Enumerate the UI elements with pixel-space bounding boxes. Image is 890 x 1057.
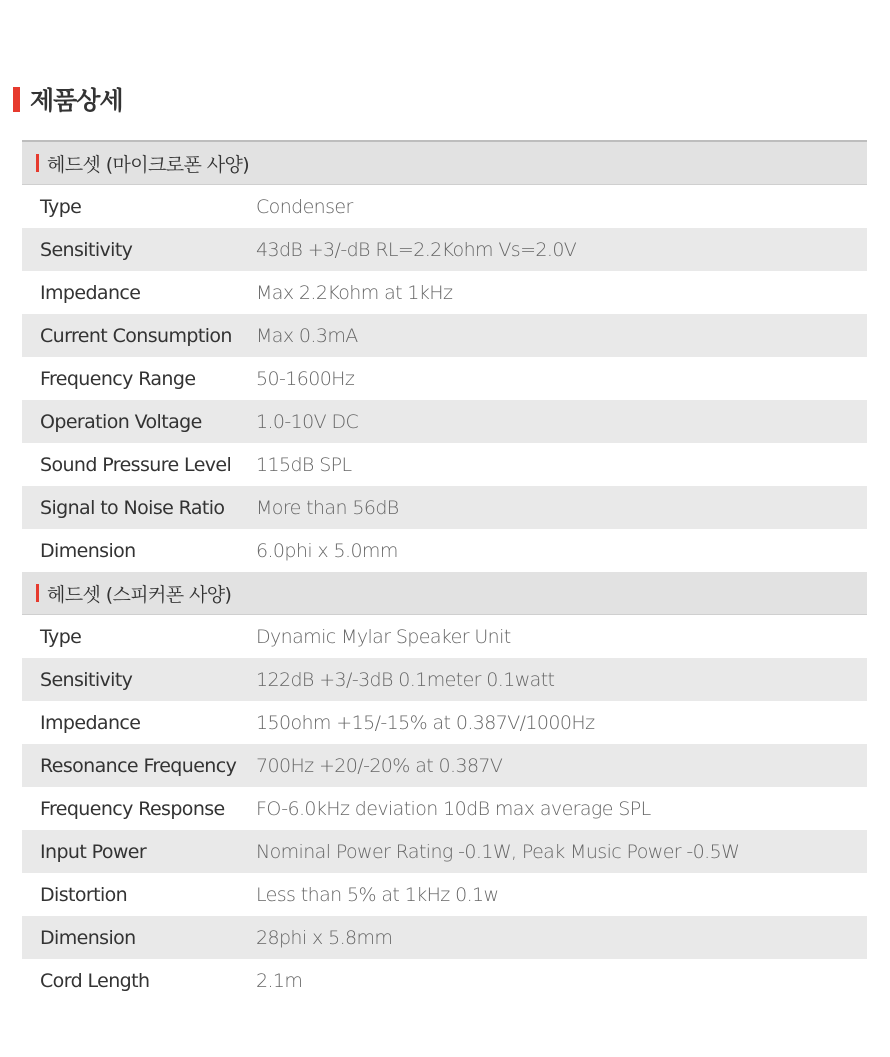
spec-value: 28phi x 5.8mm — [256, 926, 393, 949]
spec-label: Distortion — [40, 883, 128, 906]
page-header — [13, 84, 123, 114]
spec-value: 150ohm +15/-15% at 0.387V/1000Hz — [256, 711, 595, 734]
spec-row — [22, 787, 867, 830]
spec-label: Current Consumption — [40, 324, 232, 347]
spec-row — [22, 357, 867, 400]
spec-value: Less than 5% at 1kHz 0.1w — [256, 883, 499, 906]
spec-row — [22, 830, 867, 873]
page-title: 제품상세 — [30, 86, 123, 115]
spec-label: Impedance — [40, 711, 141, 734]
spec-value: 43dB +3/-dB RL=2.2Kohm Vs=2.0V — [256, 238, 577, 261]
spec-label: Signal to Noise Ratio — [40, 496, 225, 519]
accent-bar — [13, 87, 20, 112]
spec-value: FO-6.0kHz deviation 10dB max average SPL — [256, 797, 651, 820]
spec-label: Cord Length — [40, 969, 150, 992]
spec-row — [22, 228, 867, 271]
spec-label: Impedance — [40, 281, 141, 304]
spec-label: Resonance Frequency — [40, 754, 237, 777]
spec-row — [22, 529, 867, 572]
spec-row — [22, 658, 867, 701]
spec-label: Operation Voltage — [40, 410, 202, 433]
spec-value: 50-1600Hz — [256, 367, 355, 390]
spec-value: More than 56dB — [256, 496, 399, 519]
spec-label: Input Power — [40, 840, 147, 863]
spec-value: Nominal Power Rating -0.1W, Peak Music Power -0.5W — [256, 840, 740, 863]
spec-value: 700Hz +20/-20% at 0.387V — [256, 754, 503, 777]
section-marker — [36, 154, 39, 172]
spec-value: 2.1m — [256, 969, 303, 992]
spec-label: Type — [40, 195, 82, 218]
spec-value: 115dB SPL — [256, 453, 352, 476]
spec-value: 6.0phi x 5.0mm — [256, 539, 398, 562]
spec-value: Dynamic Mylar Speaker Unit — [256, 625, 511, 648]
spec-row — [22, 271, 867, 314]
spec-label: Dimension — [40, 926, 136, 949]
spec-value: 122dB +3/-3dB 0.1meter 0.1watt — [256, 668, 555, 691]
spec-row — [22, 486, 867, 529]
section-header-microphone — [22, 142, 867, 185]
spec-value: Max 2.2Kohm at 1kHz — [256, 281, 453, 304]
spec-row — [22, 873, 867, 916]
spec-row — [22, 701, 867, 744]
spec-row — [22, 443, 867, 486]
spec-label: Sound Pressure Level — [40, 453, 232, 476]
spec-row — [22, 959, 867, 1002]
section-marker — [36, 584, 39, 602]
spec-value: Max 0.3mA — [256, 324, 358, 347]
spec-label: Dimension — [40, 539, 136, 562]
spec-value: 1.0-10V DC — [256, 410, 359, 433]
spec-label: Frequency Range — [40, 367, 196, 390]
spec-label: Sensitivity — [40, 668, 133, 691]
spec-row — [22, 615, 867, 658]
section-title: 헤드셋 (마이크로폰 사양) — [47, 153, 250, 176]
spec-label: Frequency Response — [40, 797, 225, 820]
section-title: 헤드셋 (스피커폰 사양) — [47, 583, 232, 606]
spec-label: Type — [40, 625, 82, 648]
spec-row — [22, 744, 867, 787]
spec-row — [22, 185, 867, 228]
spec-row — [22, 314, 867, 357]
spec-row — [22, 400, 867, 443]
spec-label: Sensitivity — [40, 238, 133, 261]
spec-table — [22, 140, 867, 1002]
spec-row — [22, 916, 867, 959]
section-header-speaker — [22, 572, 867, 615]
spec-value: Condenser — [256, 195, 353, 218]
